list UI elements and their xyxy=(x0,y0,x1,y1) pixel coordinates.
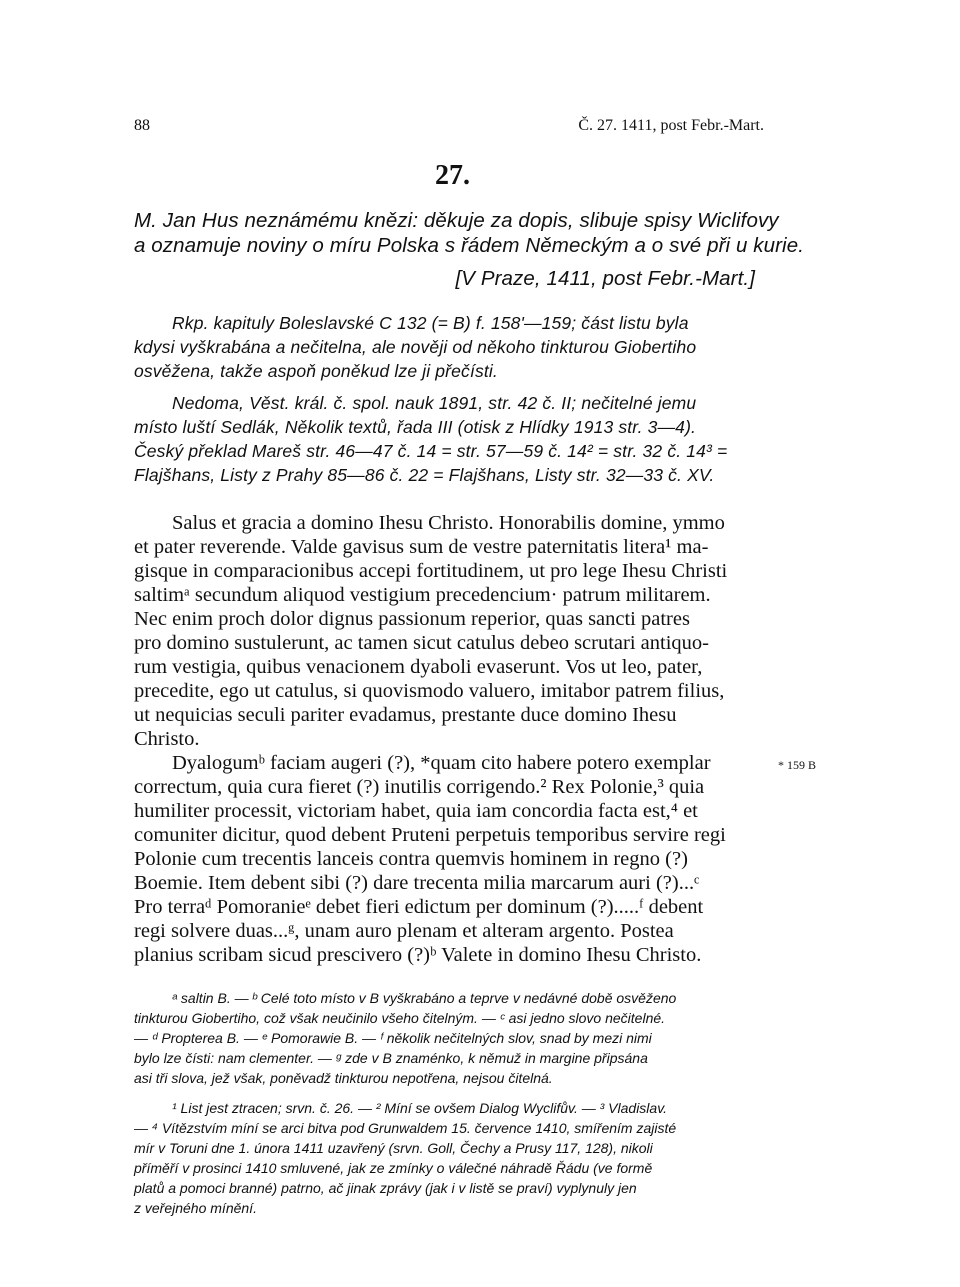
body-line: Polonie cum trecentis lanceis contra quemvis hominem in regno (?) xyxy=(134,848,688,870)
running-head: Č. 27. 1411, post Febr.-Mart. xyxy=(578,117,764,134)
margin-note: * 159 B xyxy=(778,758,817,772)
footnote-line: platů a pomoci branné) patrno, ač jinak zprávy (jak i v listě se praví) vyplynuly jen xyxy=(134,1180,637,1196)
body-line: Nec enim proch dolor dignus passionum reperior, quas sancti patres xyxy=(134,608,690,630)
footnote-line: — ⁴ Vítězstvím míní se arci bitva pod Grunwaldem 15. července 1410, smířením zajisté xyxy=(134,1120,677,1136)
body-line: pro domino sustulerunt, ac tamen sicut catulus debeo scrutari antiquo- xyxy=(134,632,709,654)
footnote-line: mír v Toruni dne 1. února 1411 uzavřený (srvn. Goll, Čechy a Prusy 117, 128), nikoli xyxy=(134,1140,653,1156)
manuscript-line-3: osvěžena, takže aspoň poněkud lze ji přečísti. xyxy=(134,361,498,381)
footnote-line: ¹ List jest ztracen; srvn. č. 26. — ² Míní se ovšem Dialog Wyclifův. — ³ Vladislav. xyxy=(172,1100,668,1116)
body-line: regi solvere duas...ᵍ, unam auro plenam et alteram argento. Postea xyxy=(134,920,674,942)
body-line: Salus et gracia a domino Ihesu Christo. Honorabilis domine, ymmo xyxy=(172,512,725,534)
editions-line-4: Flajšhans, Listy z Prahy 85—86 č. 22 = Flajšhans, Listy str. 32—33 č. XV. xyxy=(134,465,715,485)
body-line: Boemie. Item debent sibi (?) dare trecenta milia marcarum auri (?)...ᶜ xyxy=(134,872,700,894)
body-line: et pater reverende. Valde gavisus sum de vestre paternitatis litera¹ ma- xyxy=(134,536,709,558)
place-date: [V Praze, 1411, post Febr.-Mart.] xyxy=(455,267,755,290)
footnote-line: — ᵈ Propterea B. — ᵉ Pomorawie B. — ᶠ několik nečitelných slov, snad by mezi nimi xyxy=(134,1030,652,1046)
body-line: gisque in comparacionibus accepi fortitudinem, ut pro lege Ihesu Christi xyxy=(134,560,728,582)
body-line: Christo. xyxy=(134,728,200,750)
heading-line-2: a oznamuje noviny o míru Polska s řádem Německým a o své při u kurie. xyxy=(134,234,804,257)
heading-line-1: M. Jan Hus neznámému knězi: děkuje za dopis, slibuje spisy Wiclifovy xyxy=(134,209,779,232)
body-line: ut nequicias seculi pariter evadamus, prestante duce domino Ihesu xyxy=(134,704,677,726)
footnote-line: tinkturou Giobertiho, což však neučinilo všeho čitelným. — ᶜ asi jedno slovo nečitelné. xyxy=(134,1010,666,1026)
manuscript-line-1: Rkp. kapituly Boleslavské C 132 (= B) f. 158'—159; část listu byla xyxy=(172,313,689,333)
body-line: saltimᵃ secundum aliquod vestigium precedencium· patrum militarem. xyxy=(134,584,711,606)
editions-line-3: Český překlad Mareš str. 46—47 č. 14 = str. 57—59 č. 14² = str. 32 č. 14³ = xyxy=(134,441,728,461)
footnote-line: ᵃ saltin B. — ᵇ Celé toto místo v B vyškrabáno a teprve v nedávné době osvěženo xyxy=(172,990,677,1006)
editions-line-2: místo luští Sedlák, Několik textů, řada III (otisk z Hlídky 1913 str. 3—4). xyxy=(134,417,697,437)
footnote-line: bylo lze čísti: nam clementer. — ᵍ zde v B znaménko, k němuž in margine připsána xyxy=(134,1050,648,1066)
page-number: 88 xyxy=(134,117,150,134)
footnote-line: příměří v prosinci 1410 smluvené, jak ze zmínky o válečné náhradě Řádu (ve formě xyxy=(134,1160,653,1176)
body-line: planius scribam sicud prescivero (?)ᵇ Valete in domino Ihesu Christo. xyxy=(134,944,702,966)
body-line: rum vestigia, quibus venacionem dyaboli evaserunt. Vos ut leo, pater, xyxy=(134,656,703,678)
footnote-line: asi tři slova, jež však, poněvadž tinkturou nepotřena, nejsou čitelná. xyxy=(134,1070,553,1086)
body-line: Dyalogumᵇ faciam augeri (?), *quam cito habere potero exemplar xyxy=(172,752,711,774)
body-line: correctum, quia cura fieret (?) inutilis corrigendo.² Rex Polonie,³ quia xyxy=(134,776,705,798)
body-line: comuniter dicitur, quod debent Pruteni perpetuis temporibus servire regi xyxy=(134,824,726,846)
manuscript-line-2: kdysi vyškrabána a nečitelna, ale nověji od někoho tinkturou Giobertiho xyxy=(134,337,697,357)
letter-number: 27. xyxy=(435,160,470,191)
footnote-line: z veřejného mínění. xyxy=(134,1200,257,1216)
editions-line-1: Nedoma, Věst. král. č. spol. nauk 1891, str. 42 č. II; nečitelné jemu xyxy=(172,393,697,413)
body-line: humiliter processit, victoriam habet, quia iam concordia facta est,⁴ et xyxy=(134,800,698,822)
body-line: precedite, ego ut catulus, si quovismodo valuero, imitabor patrem filius, xyxy=(134,680,725,702)
body-line: Pro terraᵈ Pomoranieᵉ debet fieri edictum per dominum (?).....ᶠ debent xyxy=(134,896,704,918)
